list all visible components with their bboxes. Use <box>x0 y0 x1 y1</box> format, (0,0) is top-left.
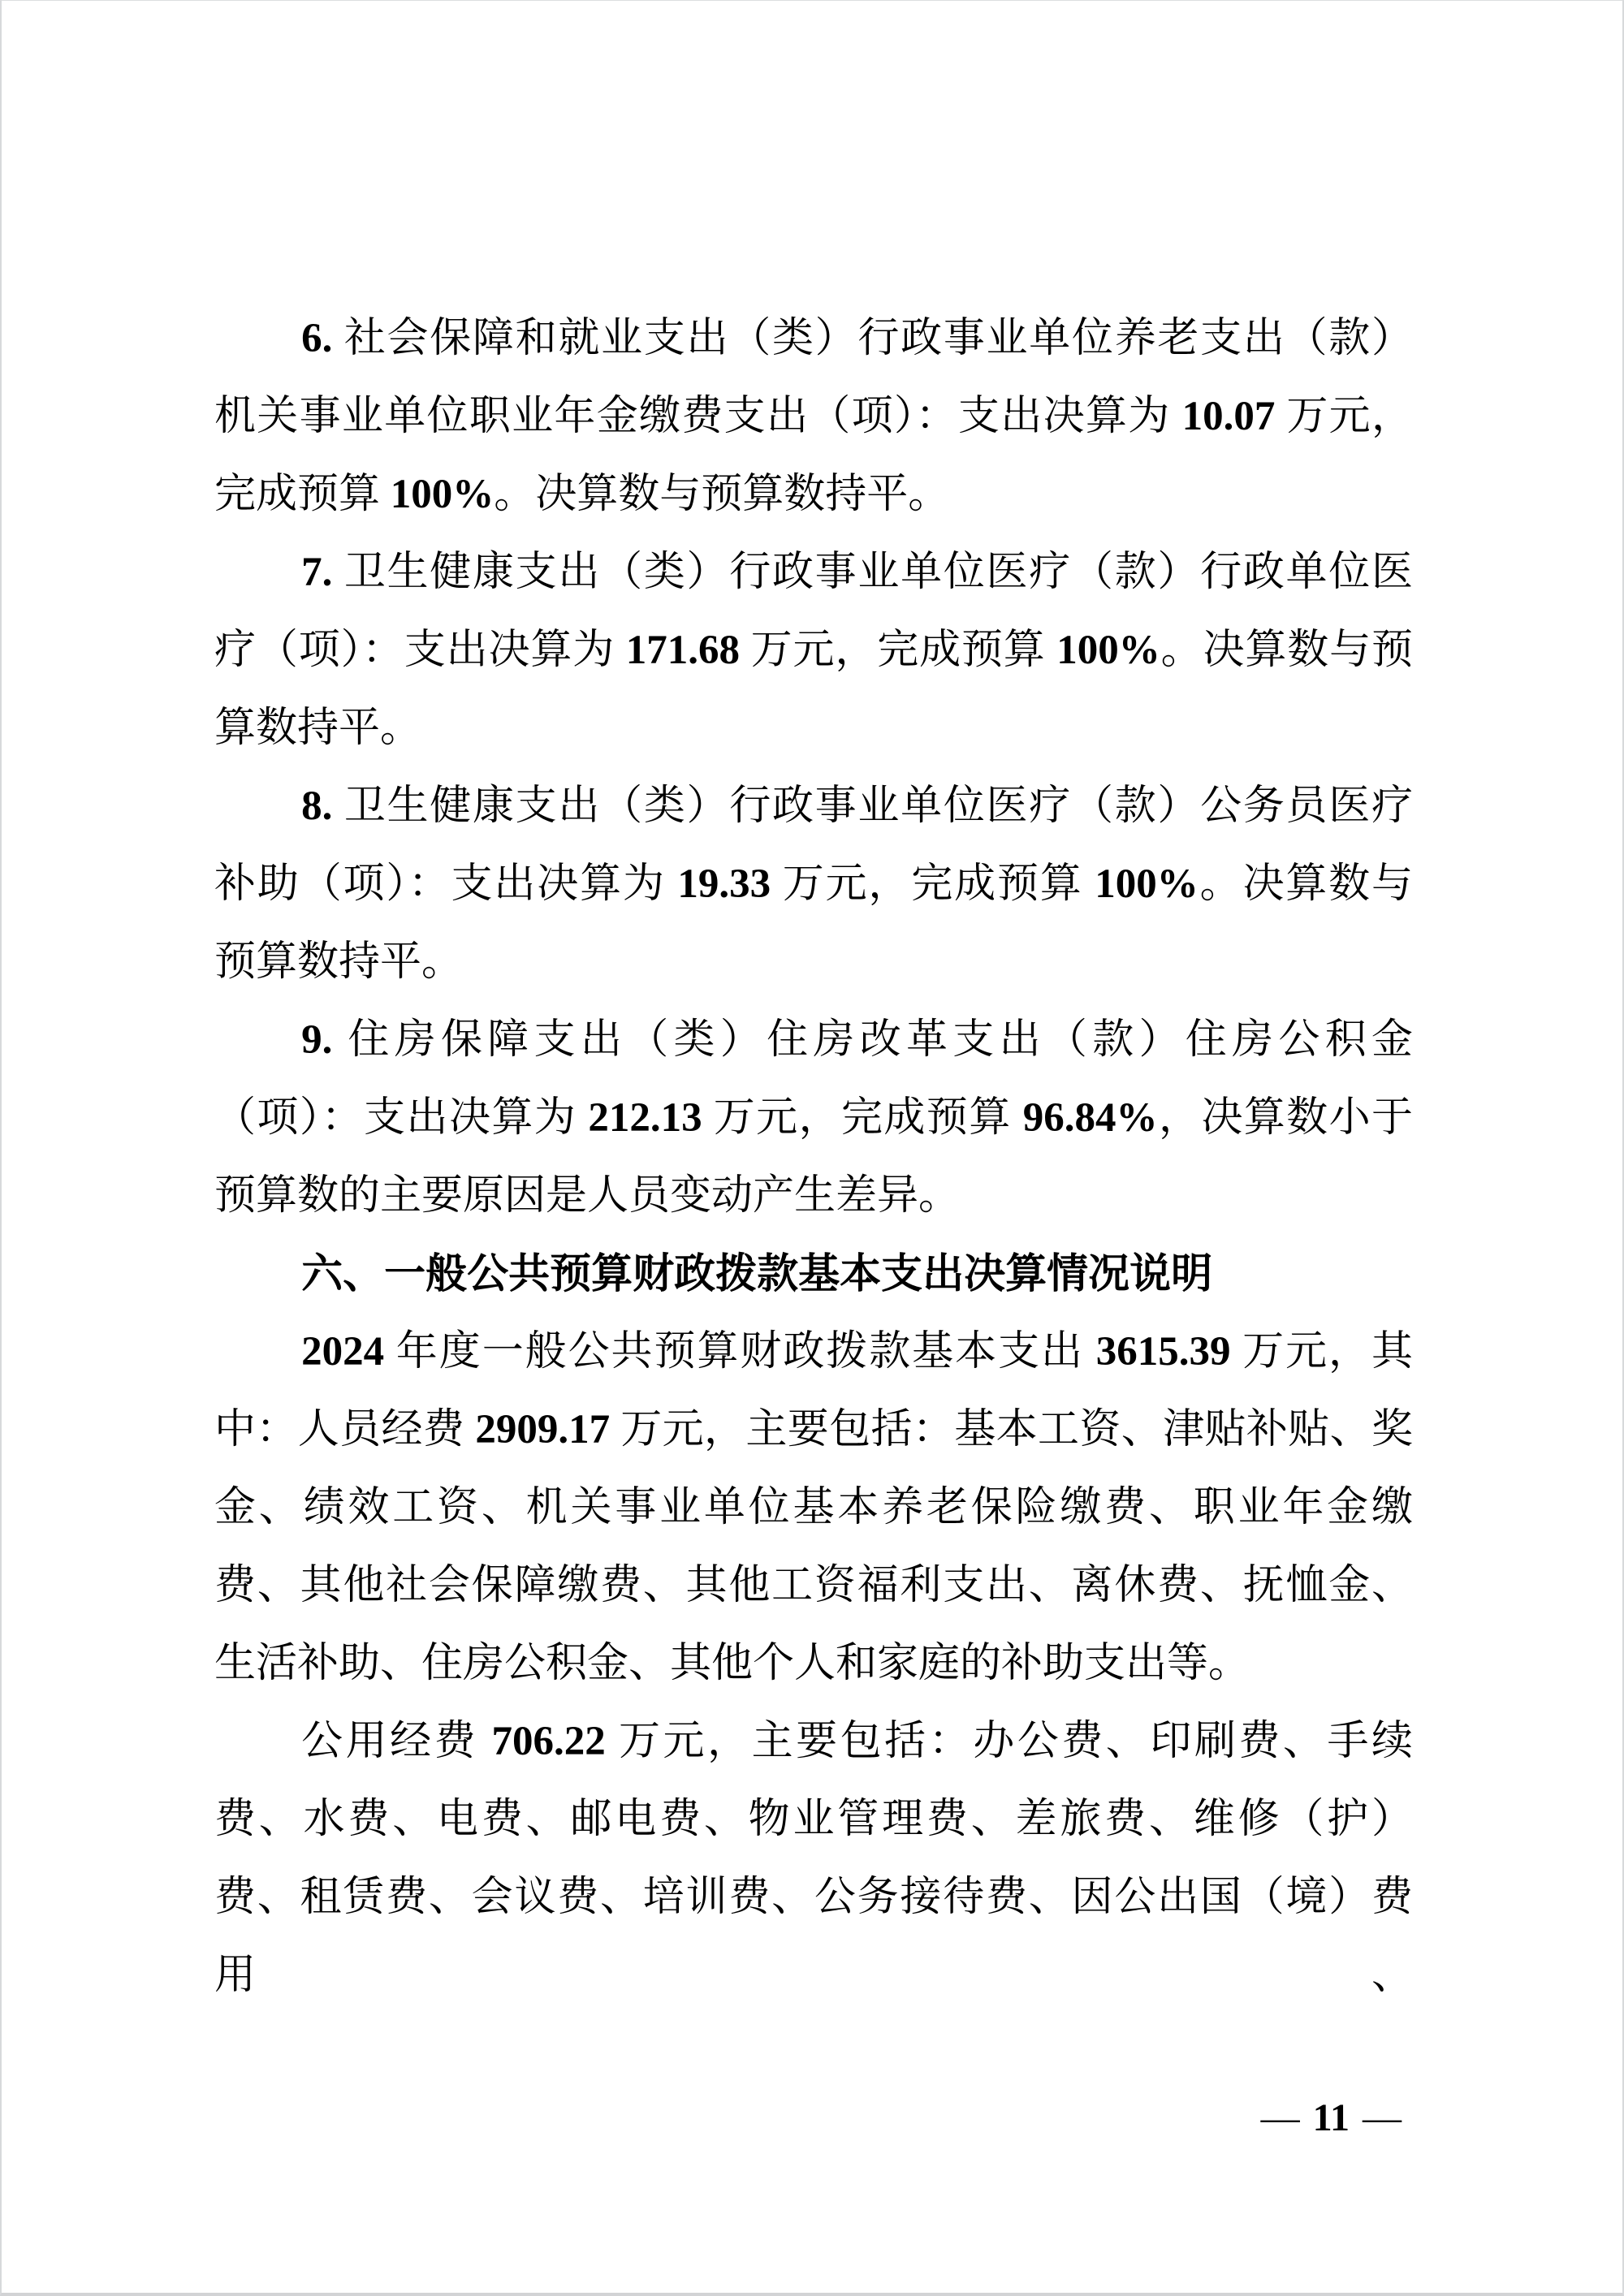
text-segment: 公用经费 <box>301 1719 492 1764</box>
section-heading-6 <box>214 1235 1413 1313</box>
text-segment: 万元，完成预算 <box>214 394 1413 517</box>
public-funds-para <box>214 1703 1413 2014</box>
item-8-civil-servant-medical-subsidy <box>214 767 1413 1001</box>
text-segment: 100% <box>1056 628 1160 673</box>
text-segment: 100% <box>390 472 495 517</box>
text-segment: 19.33 <box>677 861 771 907</box>
text-segment: 卫生健康支出（类）行政事业单位医疗（款）公务员医疗补助（项）：支出决算为 <box>214 783 1413 907</box>
text-segment: 9. <box>301 1017 348 1063</box>
page-footer <box>2 2094 1622 2143</box>
text-segment: 。决算数与预算数持平。 <box>494 472 950 517</box>
text-segment: 万元，其中：人员经费 <box>214 1329 1413 1452</box>
text-segment: 7. <box>301 550 344 595</box>
text-segment: 年度一般公共预算财政拨款基本支出 <box>384 1329 1096 1375</box>
text-segment: 2909.17 <box>475 1407 611 1452</box>
text-segment: 万元，完成预算 <box>771 861 1095 907</box>
text-segment: 100% <box>1095 861 1199 907</box>
text-segment: 3615.39 <box>1095 1329 1231 1375</box>
text-segment: 卫生健康支出（类）行政事业单位医疗（款）行政单位医疗（项）：支出决算为 <box>214 550 1413 673</box>
text-segment: 万元，主要包括：基本工资、津贴补贴、奖金、绩效工资、机关事业单位基本养老保险缴费、职业年金缴费、其他社会保障缴费、其他工资福利支出、离休费、抚恤金、生活补助、住房公积金、其他个人和家庭的补助支出等。 <box>214 1407 1413 1686</box>
text-segment: 10.07 <box>1181 394 1276 439</box>
text-segment: 96.84% <box>1022 1095 1158 1141</box>
page-number-dash-left: — <box>1260 2096 1300 2139</box>
text-segment: 万元，完成预算 <box>740 628 1057 673</box>
text-segment: 六、一般公共预算财政拨款基本支出决算情况说明 <box>301 1250 1213 1297</box>
text-segment: 万元，主要包括：办公费、印刷费、手续费、水费、电费、邮电费、物业管理费、差旅费、维修（护）费、租赁费、会议费、培训费、公务接待费、因公出国（境）费用、 <box>214 1719 1413 1998</box>
text-segment: 。决算数与预算数持平。 <box>214 628 1413 751</box>
document-body <box>2 1 1622 2014</box>
basic-expenditure-personnel-para <box>214 1313 1413 1703</box>
text-segment: 171.68 <box>625 628 741 673</box>
text-segment: 212.13 <box>588 1095 702 1141</box>
text-segment: 。决算数与预算数持平。 <box>214 861 1413 985</box>
page-number-dash-right: — <box>1363 2096 1402 2139</box>
item-7-admin-unit-medical <box>214 533 1413 767</box>
text-segment: 住房保障支出（类）住房改革支出（款）住房公积金（项）：支出决算为 <box>214 1017 1414 1141</box>
page-number: 11 <box>1312 2096 1350 2139</box>
text-segment: 6. <box>301 316 344 361</box>
text-segment: 8. <box>301 783 344 829</box>
text-segment: ，决算数小于预算数的主要原因是人员变动产生差异。 <box>214 1095 1413 1219</box>
item-6-pension-contribution <box>214 300 1413 533</box>
text-segment: 万元，完成预算 <box>702 1095 1023 1141</box>
text-segment: 706.22 <box>491 1719 606 1764</box>
item-9-housing-fund <box>214 1001 1413 1235</box>
text-segment: 2024 <box>301 1329 385 1375</box>
text-segment: 社会保障和就业支出（类）行政事业单位养老支出（款）机关事业单位职业年金缴费支出（项）：支出决算为 <box>214 316 1413 439</box>
